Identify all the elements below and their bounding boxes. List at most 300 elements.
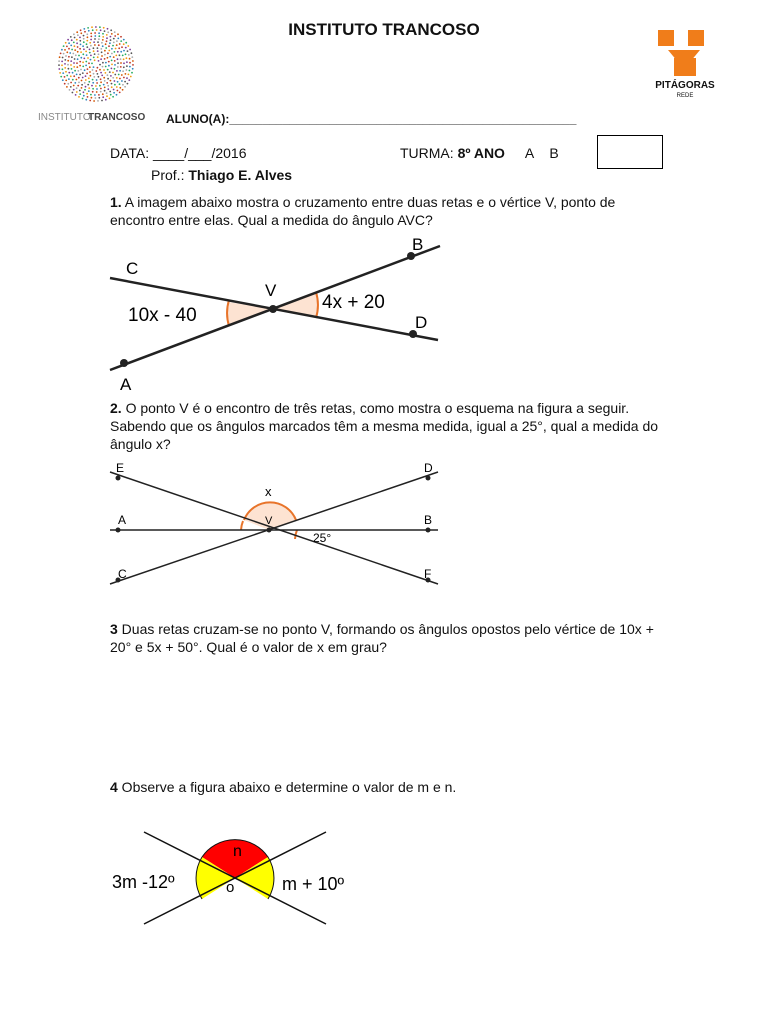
logo-dot	[82, 53, 84, 55]
logo-dot	[73, 66, 75, 68]
logo-dot	[66, 86, 68, 88]
logo-dot	[76, 39, 78, 41]
logo-dot	[120, 66, 122, 68]
logo-dot	[76, 42, 78, 44]
logo-dot	[125, 42, 127, 44]
fig2-point-d	[426, 476, 431, 481]
logo-dot	[103, 69, 105, 71]
logo-dot	[74, 58, 76, 60]
logo-dot	[89, 42, 91, 44]
logo-dot	[80, 44, 82, 46]
logo-dot	[110, 94, 112, 96]
logo-dot	[58, 64, 60, 66]
logo-dot	[83, 35, 85, 37]
logo-dot	[128, 79, 130, 81]
logo-dot	[131, 56, 133, 58]
logo-dot	[109, 56, 111, 58]
logo-dot	[83, 95, 85, 97]
logo-dot	[93, 100, 95, 102]
fig1-label-c: C	[126, 259, 139, 278]
logo-dot	[77, 46, 79, 48]
logo-dot	[90, 75, 92, 77]
logo-dot	[72, 79, 74, 81]
logo-dot	[68, 78, 70, 80]
logo-dot	[83, 91, 85, 93]
logo-dot	[123, 39, 125, 41]
question-2-text: O ponto V é o encontro de três retas, como mostra o esquema na figura a seguir. Sabendo que os ângulos marcados têm a mesma medida, igual a 25°, qual a medida do ângulo x?	[110, 400, 659, 452]
logo-dot	[71, 39, 73, 41]
fig2-label-e: E	[116, 461, 125, 475]
logo-dot	[105, 62, 107, 64]
logo-dot	[104, 90, 106, 92]
logo-dot	[86, 46, 88, 48]
question-3-number: 3	[110, 621, 118, 637]
logo-dot	[92, 91, 94, 93]
logo-dot	[96, 82, 98, 84]
logo-dot	[64, 59, 66, 61]
logo-dot	[83, 48, 85, 50]
logo-dot	[77, 70, 79, 72]
logo-dot	[124, 81, 126, 83]
logo-dot	[105, 66, 107, 68]
logo-dot	[95, 97, 97, 99]
data-value: ____/___/2016	[153, 145, 247, 161]
logo-dot	[94, 53, 96, 55]
figure-4	[108, 826, 368, 936]
logo-dot	[105, 99, 107, 101]
pitagoras-logo	[650, 28, 720, 100]
logo-dot	[123, 58, 125, 60]
fig2-point-b	[426, 528, 431, 533]
logo-dot	[63, 45, 65, 47]
question-2	[110, 399, 670, 453]
logo-dot	[105, 72, 107, 74]
logo-dot	[78, 77, 80, 79]
prof-name: Thiago E. Alves	[188, 167, 293, 183]
fig2-label-b: B	[424, 513, 433, 527]
turma-line	[400, 145, 559, 161]
logo-dot	[68, 72, 70, 74]
logo-dot	[126, 57, 128, 59]
logo-dot	[99, 64, 101, 66]
logo-dot	[107, 69, 109, 71]
logo-dot	[109, 71, 111, 73]
logo-dot	[118, 47, 120, 49]
logo-dot	[109, 98, 111, 100]
logo-dot	[86, 33, 88, 35]
logo-dot	[131, 72, 133, 74]
logo-dot	[90, 39, 92, 41]
logo-dot	[68, 42, 70, 44]
logo-dot	[86, 73, 88, 75]
logo-dot	[77, 34, 79, 36]
fig2-point-e	[116, 476, 121, 481]
logo-dot	[62, 68, 64, 70]
logo-dot	[62, 79, 64, 81]
logo-dot	[95, 70, 97, 72]
logo-dot	[107, 88, 109, 90]
logo-dot	[102, 33, 104, 35]
logo-dot	[59, 72, 61, 74]
logo-dot	[130, 76, 132, 78]
logo-dot	[80, 69, 82, 71]
logo-dot	[76, 91, 78, 93]
logo-dot	[110, 39, 112, 41]
logo-dot	[97, 41, 99, 43]
logo-dot	[111, 53, 113, 55]
logo-dot	[77, 51, 79, 53]
logo-dot	[80, 29, 82, 31]
logo-dot	[70, 45, 72, 47]
logo-dot	[78, 55, 80, 57]
logo-dot	[122, 70, 124, 72]
logo-dot	[87, 84, 89, 86]
logo-dot	[87, 68, 89, 70]
logo-dot	[71, 68, 73, 70]
logo-dot	[92, 88, 94, 90]
logo-dot	[116, 70, 118, 72]
logo-dot	[119, 78, 121, 80]
logo-dot	[121, 46, 123, 48]
logo-dot	[115, 55, 117, 57]
turma-value: 8º ANO	[457, 145, 505, 161]
logo-dot	[64, 67, 66, 69]
logo-dot	[90, 55, 92, 57]
logo-dot	[73, 42, 75, 44]
logo-dot	[110, 36, 112, 38]
logo-dot	[112, 45, 114, 47]
logo-dot	[124, 86, 126, 88]
logo-dot	[70, 64, 72, 66]
logo-dot	[73, 89, 75, 91]
logo-dot	[100, 58, 102, 60]
logo-dot	[67, 64, 69, 66]
logo-dot	[94, 94, 96, 96]
logo-dot	[66, 75, 68, 77]
logo-dot	[96, 29, 98, 31]
fig2-label-a: A	[118, 513, 127, 527]
logo-dot	[91, 97, 93, 99]
logo-dot	[75, 94, 77, 96]
logo-dot	[79, 90, 81, 92]
logo-dot	[108, 50, 110, 52]
logo-dot	[96, 88, 98, 90]
logo-dot	[115, 48, 117, 50]
logo-dot	[77, 58, 79, 60]
logo-dot	[104, 58, 106, 60]
logo-dot	[76, 62, 78, 64]
logo-dot	[114, 84, 116, 86]
logo-dot	[100, 72, 102, 74]
logo-dot	[87, 36, 89, 38]
logo-dot	[122, 55, 124, 57]
logo-dot	[114, 35, 116, 37]
logo-dot	[82, 61, 84, 63]
page-title: INSTITUTO TRANCOSO	[288, 20, 480, 39]
logo-dot	[65, 71, 67, 73]
logo-dot	[61, 64, 63, 66]
logo-dot	[107, 57, 109, 59]
logo-dot	[62, 57, 64, 59]
dotted-circle-logo-icon	[38, 24, 158, 126]
logo-dot	[106, 37, 108, 39]
logo-dot	[120, 51, 122, 53]
logo-dot	[88, 77, 90, 79]
logo-dot	[77, 85, 79, 87]
logo-dot	[97, 73, 99, 75]
logo-dot	[107, 28, 109, 30]
logo-dot	[89, 49, 91, 51]
logo-dot	[76, 66, 78, 68]
fig2-label-d: D	[424, 461, 433, 475]
logo-dot	[107, 31, 109, 33]
logo-dot	[84, 82, 86, 84]
logo-dot	[85, 75, 87, 77]
logo-dot	[110, 80, 112, 82]
question-1	[110, 193, 670, 229]
logo-dot	[65, 55, 67, 57]
question-2-number: 2.	[110, 400, 122, 416]
fig2-label-v: V	[265, 515, 273, 527]
logo-dot	[83, 38, 85, 40]
logo-dot	[69, 89, 71, 91]
logo-dot	[79, 48, 81, 50]
logo-dot	[90, 33, 92, 35]
logo-dot	[111, 60, 113, 62]
logo-dot	[98, 97, 100, 99]
logo-dot	[66, 51, 68, 53]
figure-1	[108, 232, 443, 394]
logo-dot	[73, 33, 75, 35]
logo-dot	[85, 65, 87, 67]
logo-dot	[89, 52, 91, 54]
logo-dot	[119, 87, 121, 89]
logo-dot	[79, 93, 81, 95]
logo-dot	[82, 66, 84, 68]
logo-dot	[90, 45, 92, 47]
logo-dot	[104, 80, 106, 82]
logo-dot	[119, 70, 121, 72]
question-4	[110, 778, 670, 796]
logo-dot	[78, 82, 80, 84]
logo-dot	[114, 64, 116, 66]
logo-dot	[102, 93, 104, 95]
logo-dot	[105, 47, 107, 49]
logo-dot	[82, 45, 84, 47]
logo-dot	[116, 86, 118, 88]
logo-dot	[126, 69, 128, 71]
logo-dot	[89, 100, 91, 102]
logo-dot	[123, 50, 125, 52]
logo-dot	[100, 91, 102, 93]
logo-dot	[70, 86, 72, 88]
logo-dot	[92, 82, 94, 84]
logo-dot	[70, 75, 72, 77]
logo-dot	[112, 72, 114, 74]
logo-dot	[117, 33, 119, 35]
logo-dot	[86, 54, 88, 56]
logo-dot	[76, 74, 78, 76]
logo-text-instituto: INSTITUTO	[38, 112, 91, 123]
logo-dot	[96, 91, 98, 93]
logo-dot	[67, 39, 69, 41]
logo-dot	[81, 80, 83, 82]
logo-dot	[123, 77, 125, 79]
logo-dot	[65, 42, 67, 44]
logo-dot	[84, 69, 86, 71]
logo-dot	[111, 64, 113, 66]
logo-dot	[80, 51, 82, 53]
logo-dot	[103, 27, 105, 29]
turma-label: TURMA:	[400, 145, 454, 161]
logo-dot	[97, 50, 99, 52]
logo-dot	[98, 35, 100, 37]
logo-dot	[106, 40, 108, 42]
fig4-label-n: n	[233, 843, 242, 860]
fig1-label-left-angle: 10x - 40	[128, 305, 197, 326]
logo-dot	[85, 79, 87, 81]
logo-dot	[79, 40, 81, 42]
logo-dot	[58, 68, 60, 70]
logo-dot	[73, 75, 75, 77]
logo-dot	[114, 74, 116, 76]
logo-dot	[94, 59, 96, 61]
logo-dot	[67, 60, 69, 62]
logo-dot	[93, 57, 95, 59]
logo-dot	[117, 90, 119, 92]
logo-dot	[121, 74, 123, 76]
logo-dot	[117, 58, 119, 60]
logo-dot	[118, 74, 120, 76]
logo-dot	[72, 92, 74, 94]
logo-dot	[84, 31, 86, 33]
logo-dot	[88, 30, 90, 32]
logo-dot	[98, 94, 100, 96]
logo-dot	[74, 70, 76, 72]
fig2-label-f: F	[424, 567, 432, 581]
logo-dot	[69, 52, 71, 54]
logo-dot	[101, 51, 103, 53]
logo-dot	[120, 58, 122, 60]
logo-dot	[113, 92, 115, 94]
logo-dot	[68, 56, 70, 58]
logo-dot	[117, 51, 119, 53]
logo-dot	[64, 63, 66, 65]
logo-dot	[103, 77, 105, 79]
logo-dot	[60, 53, 62, 55]
logo-dot	[107, 78, 109, 80]
logo-dot	[117, 66, 119, 68]
fig1-point-a	[120, 359, 128, 367]
logo-dot	[66, 46, 68, 48]
logo-dot	[129, 62, 131, 64]
logo-dot	[97, 100, 99, 102]
logo-dot	[102, 66, 104, 68]
logo-dot	[128, 54, 130, 56]
logo-dot	[121, 80, 123, 82]
logo-dot	[76, 87, 78, 89]
logo-dot	[125, 47, 127, 49]
logo-dot	[126, 61, 128, 63]
logo-dot	[93, 41, 95, 43]
logo-dot	[117, 62, 119, 64]
logo-dot	[96, 79, 98, 81]
logo-dot	[70, 60, 72, 62]
logo-dot	[128, 74, 130, 76]
logo-dot	[82, 72, 84, 74]
logo-text-trancoso: TRANCOSO	[88, 112, 146, 123]
logo-dot	[87, 57, 89, 59]
logo-dot	[85, 86, 87, 88]
logo-dot	[94, 32, 96, 34]
fig4-label-left: 3m -12º	[112, 872, 175, 892]
logo-dot	[112, 96, 114, 98]
logo-dot	[129, 58, 131, 60]
logo-dot	[99, 26, 101, 28]
logo-dot	[103, 84, 105, 86]
logo-dot	[114, 31, 116, 33]
figure-4-svg	[108, 826, 368, 936]
logo-dot	[80, 57, 82, 59]
logo-dot	[102, 36, 104, 38]
logo-dot	[92, 29, 94, 31]
logo-dot	[98, 38, 100, 40]
logo-dot	[100, 81, 102, 83]
logo-dot	[65, 80, 67, 82]
logo-dot	[113, 89, 115, 91]
grade-box	[597, 135, 663, 169]
logo-dot	[74, 37, 76, 39]
logo-dot	[73, 62, 75, 64]
logo-text-rede: REDE	[676, 93, 694, 99]
logo-dot	[131, 52, 133, 54]
logo-dot	[126, 65, 128, 67]
logo-dot	[86, 93, 88, 95]
logo-dot	[90, 36, 92, 38]
logo-dot	[119, 54, 121, 56]
logo-dot	[129, 66, 131, 68]
logo-dot	[90, 59, 92, 61]
logo-dot	[85, 51, 87, 53]
question-3	[110, 620, 670, 656]
fig1-label-v: V	[265, 281, 277, 300]
logo-dot	[102, 96, 104, 98]
logo-dot	[109, 91, 111, 93]
logo-dot	[83, 41, 85, 43]
logo-dot	[74, 82, 76, 84]
logo-dot	[86, 43, 88, 45]
logo-dot	[116, 44, 118, 46]
logo-dot	[127, 45, 129, 47]
aluno-blank: ____________________________________________________	[229, 112, 577, 126]
logo-dot	[89, 71, 91, 73]
logo-dot	[87, 27, 89, 29]
logo-dot	[120, 40, 122, 42]
logo-dot	[99, 85, 101, 87]
logo-dot	[98, 53, 100, 55]
logo-dot	[99, 69, 101, 71]
logo-dot	[58, 60, 60, 62]
logo-dot	[63, 53, 65, 55]
logo-dot	[113, 38, 115, 40]
logo-dot	[85, 61, 87, 63]
logo-dot	[106, 34, 108, 36]
logo-dot	[120, 62, 122, 64]
logo-dot	[116, 94, 118, 96]
logo-dot	[113, 42, 115, 44]
aluno-label: ALUNO(A):	[166, 112, 230, 126]
logo-text-pitagoras: PITÁGORAS	[655, 80, 715, 91]
